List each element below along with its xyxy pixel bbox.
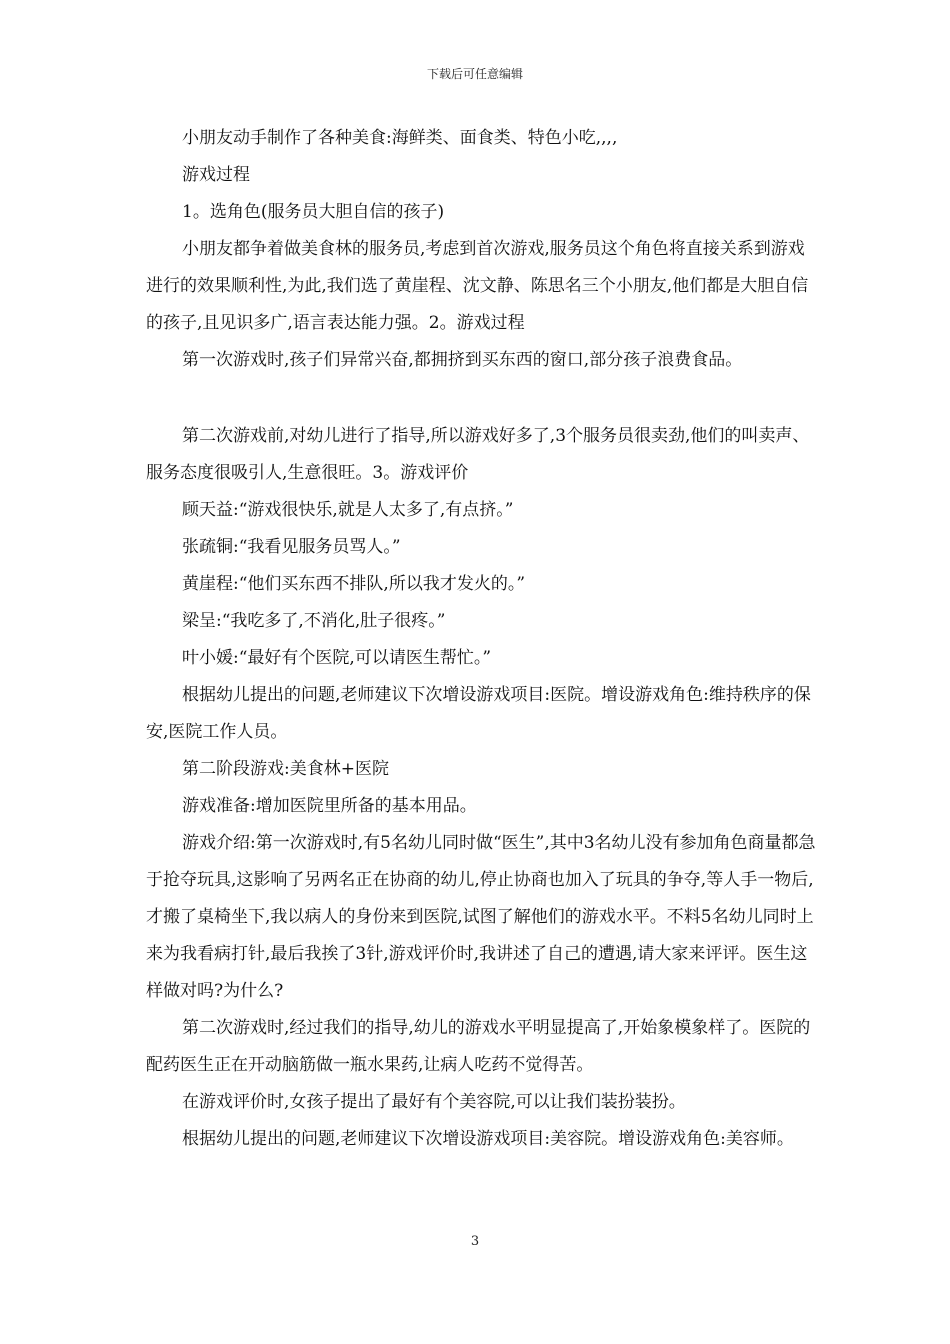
- quote-zhang-shutong: 张疏铜:“我看见服务员骂人。”: [182, 537, 401, 557]
- page-header: 下载后可任意编辑: [426, 67, 523, 81]
- paragraph-game-introduction: 游戏介绍:第一次游戏时,有5名幼儿同时做“医生”,其中3名幼儿没有参加角色商量都急于抢夺玩具,这影响了另两名正在协商的幼儿,停止协商也加入了玩具的争夺,等人手一物后,才搬了桌椅坐下,我以病人的身份来到医院,试图了解他们的游戏水平。不料5名幼儿同时上来为我看病打针,最后我挨了3针,游戏评价时,我讲述了自己的遭遇,请大家来评评。医生这样做对吗?为什么?: [146, 833, 816, 1001]
- heading-game-process: 游戏过程: [182, 165, 250, 185]
- paragraph-beauty-salon-request: 在游戏评价时,女孩子提出了最好有个美容院,可以让我们装扮装扮。: [182, 1092, 686, 1112]
- paragraph-game-preparation: 游戏准备:增加医院里所备的基本用品。: [182, 796, 477, 816]
- quote-huang-yacheng: 黄崖程:“他们买东西不排队,所以我才发火的。”: [182, 574, 526, 594]
- paragraph-first-game: 第一次游戏时,孩子们异常兴奋,都拥挤到买东西的窗口,部分孩子浪费食品。: [182, 350, 743, 370]
- paragraph-choose-role: 1。选角色(服务员大胆自信的孩子): [182, 202, 445, 222]
- paragraph-add-beauty-salon: 根据幼儿提出的问题,老师建议下次增设游戏项目:美容院。增设游戏角色:美容师。: [182, 1129, 794, 1149]
- quote-ye-xiaoyuan: 叶小媛:“最好有个医院,可以请医生帮忙。”: [182, 648, 492, 668]
- paragraph-gap: [146, 379, 820, 418]
- paragraph-waiter-selection: 小朋友都争着做美食林的服务员,考虑到首次游戏,服务员这个角色将直接关系到游戏进行的效果顺利性,为此,我们选了黄崖程、沈文静、陈思名三个小朋友,他们都是大胆自信的孩子,且见识多广,语言表达能力强。2。游戏过程: [146, 239, 809, 333]
- paragraph-add-hospital: 根据幼儿提出的问题,老师建议下次增设游戏项目:医院。增设游戏角色:维持秩序的保安,医院工作人员。: [146, 685, 811, 742]
- quote-gu-tianyi: 顾天益:“游戏很快乐,就是人太多了,有点挤。”: [182, 500, 514, 520]
- document-body: [146, 120, 820, 1158]
- paragraph-second-hospital-game: 第二次游戏时,经过我们的指导,幼儿的游戏水平明显提高了,开始象模象样了。医院的配药医生正在开动脑筋做一瓶水果药,让病人吃药不觉得苦。: [146, 1018, 811, 1075]
- quote-liang-cheng: 梁呈:“我吃多了,不消化,肚子很疼。”: [182, 611, 446, 631]
- paragraph-second-game: 第二次游戏前,对幼儿进行了指导,所以游戏好多了,3个服务员很卖劲,他们的叫卖声、服务态度很吸引人,生意很旺。3。游戏评价: [146, 426, 810, 483]
- heading-second-stage: 第二阶段游戏:美食林+医院: [182, 759, 389, 779]
- paragraph-food-made: 小朋友动手制作了各种美食:海鲜类、面食类、特色小吃,,,,: [182, 128, 618, 148]
- page-number: 3: [470, 1234, 480, 1249]
